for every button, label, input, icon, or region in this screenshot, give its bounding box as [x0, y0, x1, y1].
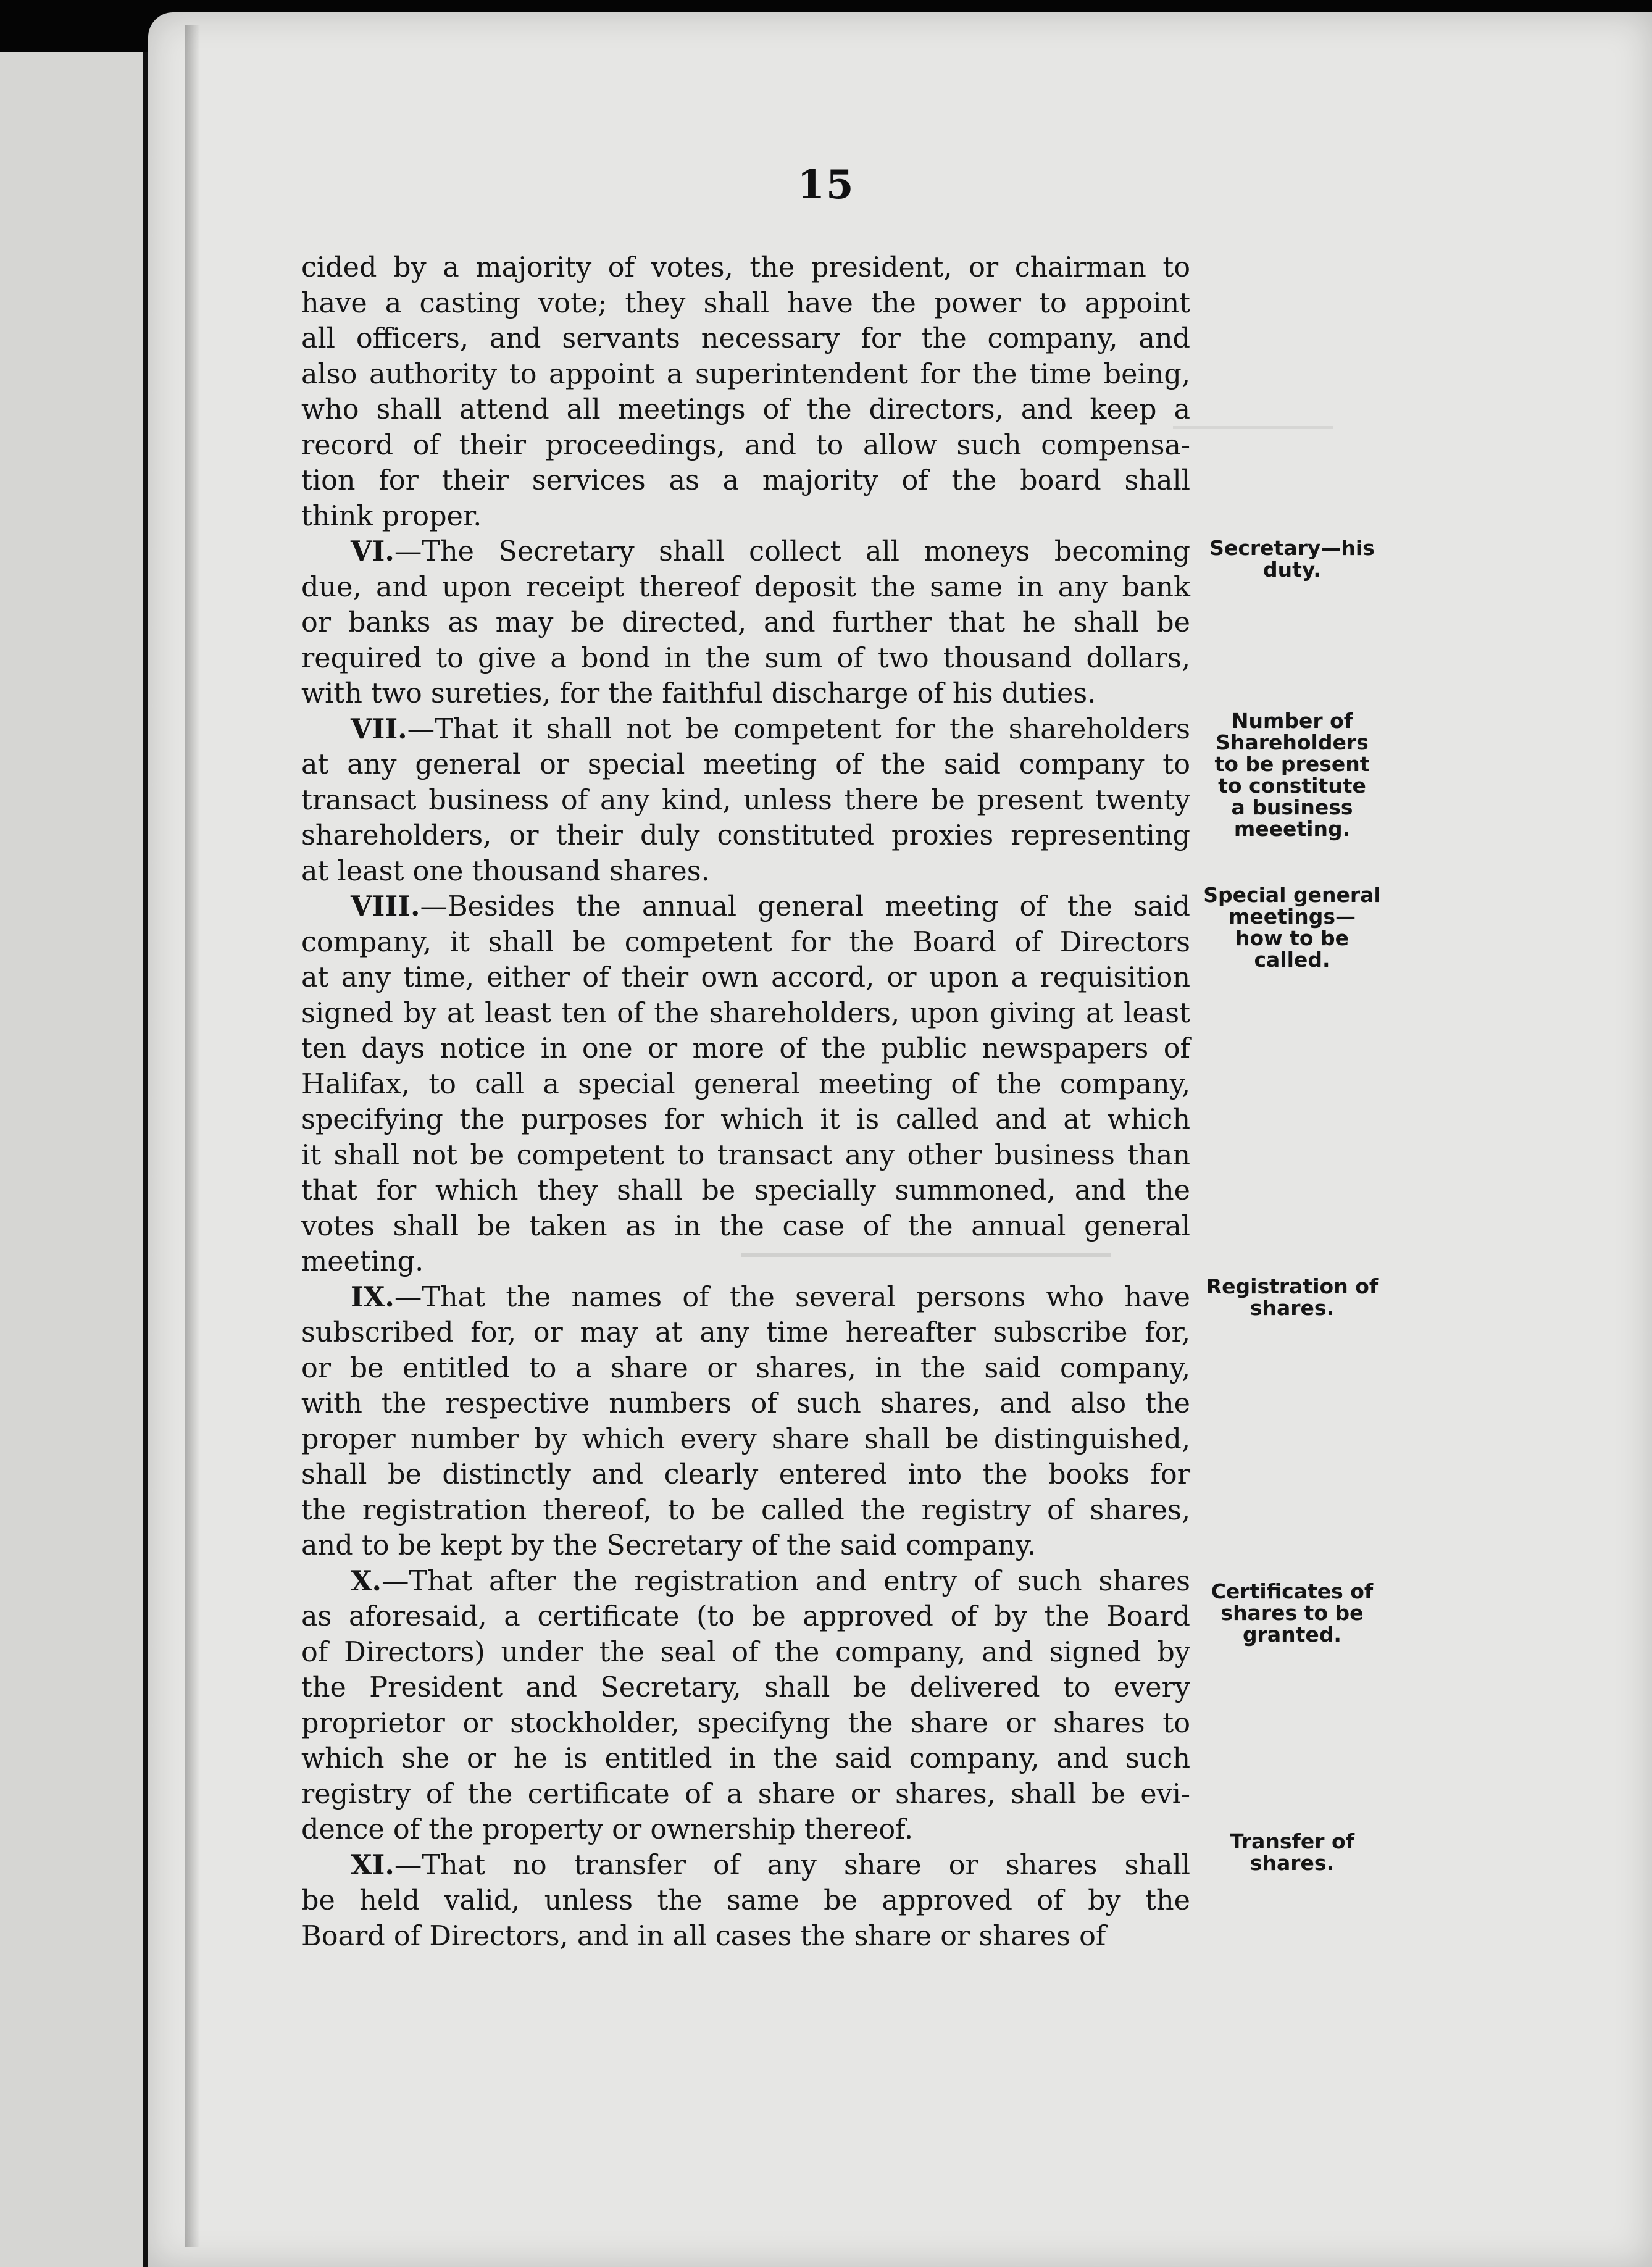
text-line [301, 1209, 1190, 1245]
section-number: VI. [351, 535, 394, 567]
side-note-transfer: Transfer of shares. [1229, 1829, 1355, 1875]
line-text: as aforesaid, a certificate (to be approved of by the Board [301, 1601, 1190, 1632]
text-line [301, 889, 1190, 925]
text-line [301, 1883, 1190, 1919]
line-text: subscribed for, or may at any time hereafter subscribe for, [301, 1317, 1190, 1348]
section-number: XI. [351, 1848, 394, 1881]
line-text: who shall attend all meetings of the directors, and keep a [301, 394, 1190, 425]
text-line [301, 1564, 1190, 1600]
line-text: registry of the certificate of a share or shares, shall be evi- [301, 1778, 1190, 1810]
section-number: X. [351, 1564, 382, 1597]
text-line [301, 1599, 1190, 1635]
side-note-secretary: Secretary—his duty. [1209, 536, 1375, 582]
line-text: proprietor or stockholder, specifyng the share or shares to [301, 1707, 1190, 1739]
text-line [301, 1031, 1190, 1067]
text-line [301, 250, 1190, 286]
text-line [301, 676, 1190, 712]
line-text: required to give a bond in the sum of two thousand dollars, [301, 642, 1190, 674]
line-text: dence of the property or ownership thereof. [301, 1814, 914, 1845]
text-line [301, 392, 1190, 428]
line-text: shall be distinctly and clearly entered into the books for [301, 1459, 1190, 1490]
line-text: due, and upon receipt thereof deposit the same in any bank [301, 571, 1190, 603]
text-line [301, 1386, 1190, 1422]
text-line [301, 534, 1190, 570]
text-line [301, 499, 1190, 535]
line-text: with the respective numbers of such shares, and also the [301, 1388, 1190, 1419]
paragraph [301, 889, 1190, 1280]
side-note-registration: Registration of shares. [1206, 1274, 1379, 1320]
text-line [301, 1777, 1190, 1813]
text-line [301, 463, 1190, 499]
paragraph [301, 1564, 1190, 1848]
line-text: —That it shall not be competent for the shareholders [407, 713, 1190, 745]
text-line [301, 1457, 1190, 1493]
text-line [301, 1315, 1190, 1351]
text-line [301, 286, 1190, 322]
text-line [301, 712, 1190, 748]
text-line [301, 1812, 1190, 1848]
text-line [301, 1351, 1190, 1387]
line-text: which she or he is entitled in the said company, and such [301, 1743, 1190, 1774]
text-line [301, 1244, 1190, 1280]
line-text: —That the names of the several persons who have [394, 1281, 1190, 1313]
text-line [301, 1493, 1190, 1529]
line-text: specifying the purposes for which it is called and at which [301, 1104, 1190, 1135]
text-line [301, 1670, 1190, 1706]
line-text: signed by at least ten of the shareholders, upon giving at least [301, 997, 1190, 1029]
line-text: be held valid, unless the same be approved of by the [301, 1885, 1190, 1916]
text-line [301, 605, 1190, 641]
line-text: also authority to appoint a superintendent for the time being, [301, 358, 1190, 390]
text-line [301, 747, 1190, 783]
section-number: VIII. [351, 890, 420, 922]
text-line [301, 818, 1190, 854]
text-line [301, 570, 1190, 606]
line-text: think proper. [301, 500, 482, 532]
line-text: have a casting vote; they shall have the power to appoint [301, 287, 1190, 319]
page-number: 15 [797, 162, 855, 208]
text-line [301, 1280, 1190, 1316]
line-text: —Besides the annual general meeting of the said [420, 891, 1190, 922]
line-text: —The Secretary shall collect all moneys becoming [394, 536, 1190, 567]
text-line [301, 1102, 1190, 1138]
line-text: shareholders, or their duly constituted proxies representing [301, 820, 1190, 851]
paragraph [301, 1848, 1190, 1955]
line-text: Halifax, to call a special general meeting of the company, [301, 1068, 1190, 1100]
line-text: ten days notice in one or more of the public newspapers of [301, 1033, 1190, 1064]
text-line [301, 854, 1190, 890]
line-text: company, it shall be competent for the Board of Directors [301, 926, 1190, 958]
text-line [301, 1138, 1190, 1174]
line-text: votes shall be taken as in the case of the annual general [301, 1210, 1190, 1242]
line-text: or banks as may be directed, and further that he shall be [301, 607, 1190, 638]
paragraph [301, 712, 1190, 890]
text-line [301, 1173, 1190, 1209]
text-line [301, 925, 1190, 961]
line-text: —That no transfer of any share or shares shall [394, 1849, 1190, 1881]
line-text: the President and Secretary, shall be delivered to every [301, 1672, 1190, 1703]
text-line [301, 1067, 1190, 1103]
text-line [301, 1706, 1190, 1742]
line-text: of Directors) under the seal of the company, and signed by [301, 1636, 1190, 1668]
line-text: tion for their services as a majority of the board shall [301, 465, 1190, 496]
text-line [301, 357, 1190, 393]
line-text: at any time, either of their own accord, or upon a requisition [301, 962, 1190, 993]
line-text: and to be kept by the Secretary of the said company. [301, 1530, 1037, 1561]
previous-page-edge [0, 52, 149, 2267]
line-text: proper number by which every share shall be distinguished, [301, 1423, 1190, 1455]
page-gutter-shadow [185, 25, 200, 2247]
line-text: meeting. [301, 1246, 424, 1277]
line-text: at any general or special meeting of the said company to [301, 749, 1190, 780]
line-text: transact business of any kind, unless there be present twenty [301, 784, 1190, 816]
text-line [301, 1635, 1190, 1671]
text-line [301, 1919, 1190, 1955]
text-line [301, 1741, 1190, 1777]
side-note-quorum: Number of Shareholders to be present to constitute a business meeeting. [1214, 709, 1370, 841]
line-text: cided by a majority of votes, the president, or chairman to [301, 252, 1190, 283]
text-line [301, 960, 1190, 996]
text-line [301, 1422, 1190, 1458]
paragraph [301, 1280, 1190, 1564]
line-text: with two sureties, for the faithful discharge of his duties. [301, 678, 1096, 709]
section-number: VII. [351, 712, 407, 745]
line-text: Board of Directors, and in all cases the share or shares of [301, 1920, 1106, 1952]
text-line [301, 641, 1190, 677]
text-line [301, 783, 1190, 819]
text-line [301, 428, 1190, 464]
body-text [301, 250, 1190, 1954]
line-text: that for which they shall be specially summoned, and the [301, 1175, 1190, 1206]
text-line [301, 1528, 1190, 1564]
text-line [301, 996, 1190, 1032]
show-through-mark [1173, 407, 1333, 429]
line-text: or be entitled to a share or shares, in the said company, [301, 1352, 1190, 1384]
line-text: it shall not be competent to transact any other business than [301, 1139, 1190, 1171]
line-text: at least one thousand shares. [301, 855, 710, 887]
side-note-special-meetings: Special general meetings— how to be called. [1203, 883, 1381, 972]
line-text: —That after the registration and entry of such shares [382, 1565, 1190, 1597]
paragraph [301, 250, 1190, 534]
section-number: IX. [351, 1280, 394, 1313]
line-text: all officers, and servants necessary for the company, and [301, 323, 1190, 354]
text-line [301, 1848, 1190, 1884]
text-line [301, 321, 1190, 357]
paragraph [301, 534, 1190, 712]
line-text: the registration thereof, to be called the registry of shares, [301, 1494, 1190, 1526]
line-text: record of their proceedings, and to allow such compensa- [301, 429, 1190, 461]
side-note-certificates: Certificates of shares to be granted. [1211, 1579, 1374, 1647]
